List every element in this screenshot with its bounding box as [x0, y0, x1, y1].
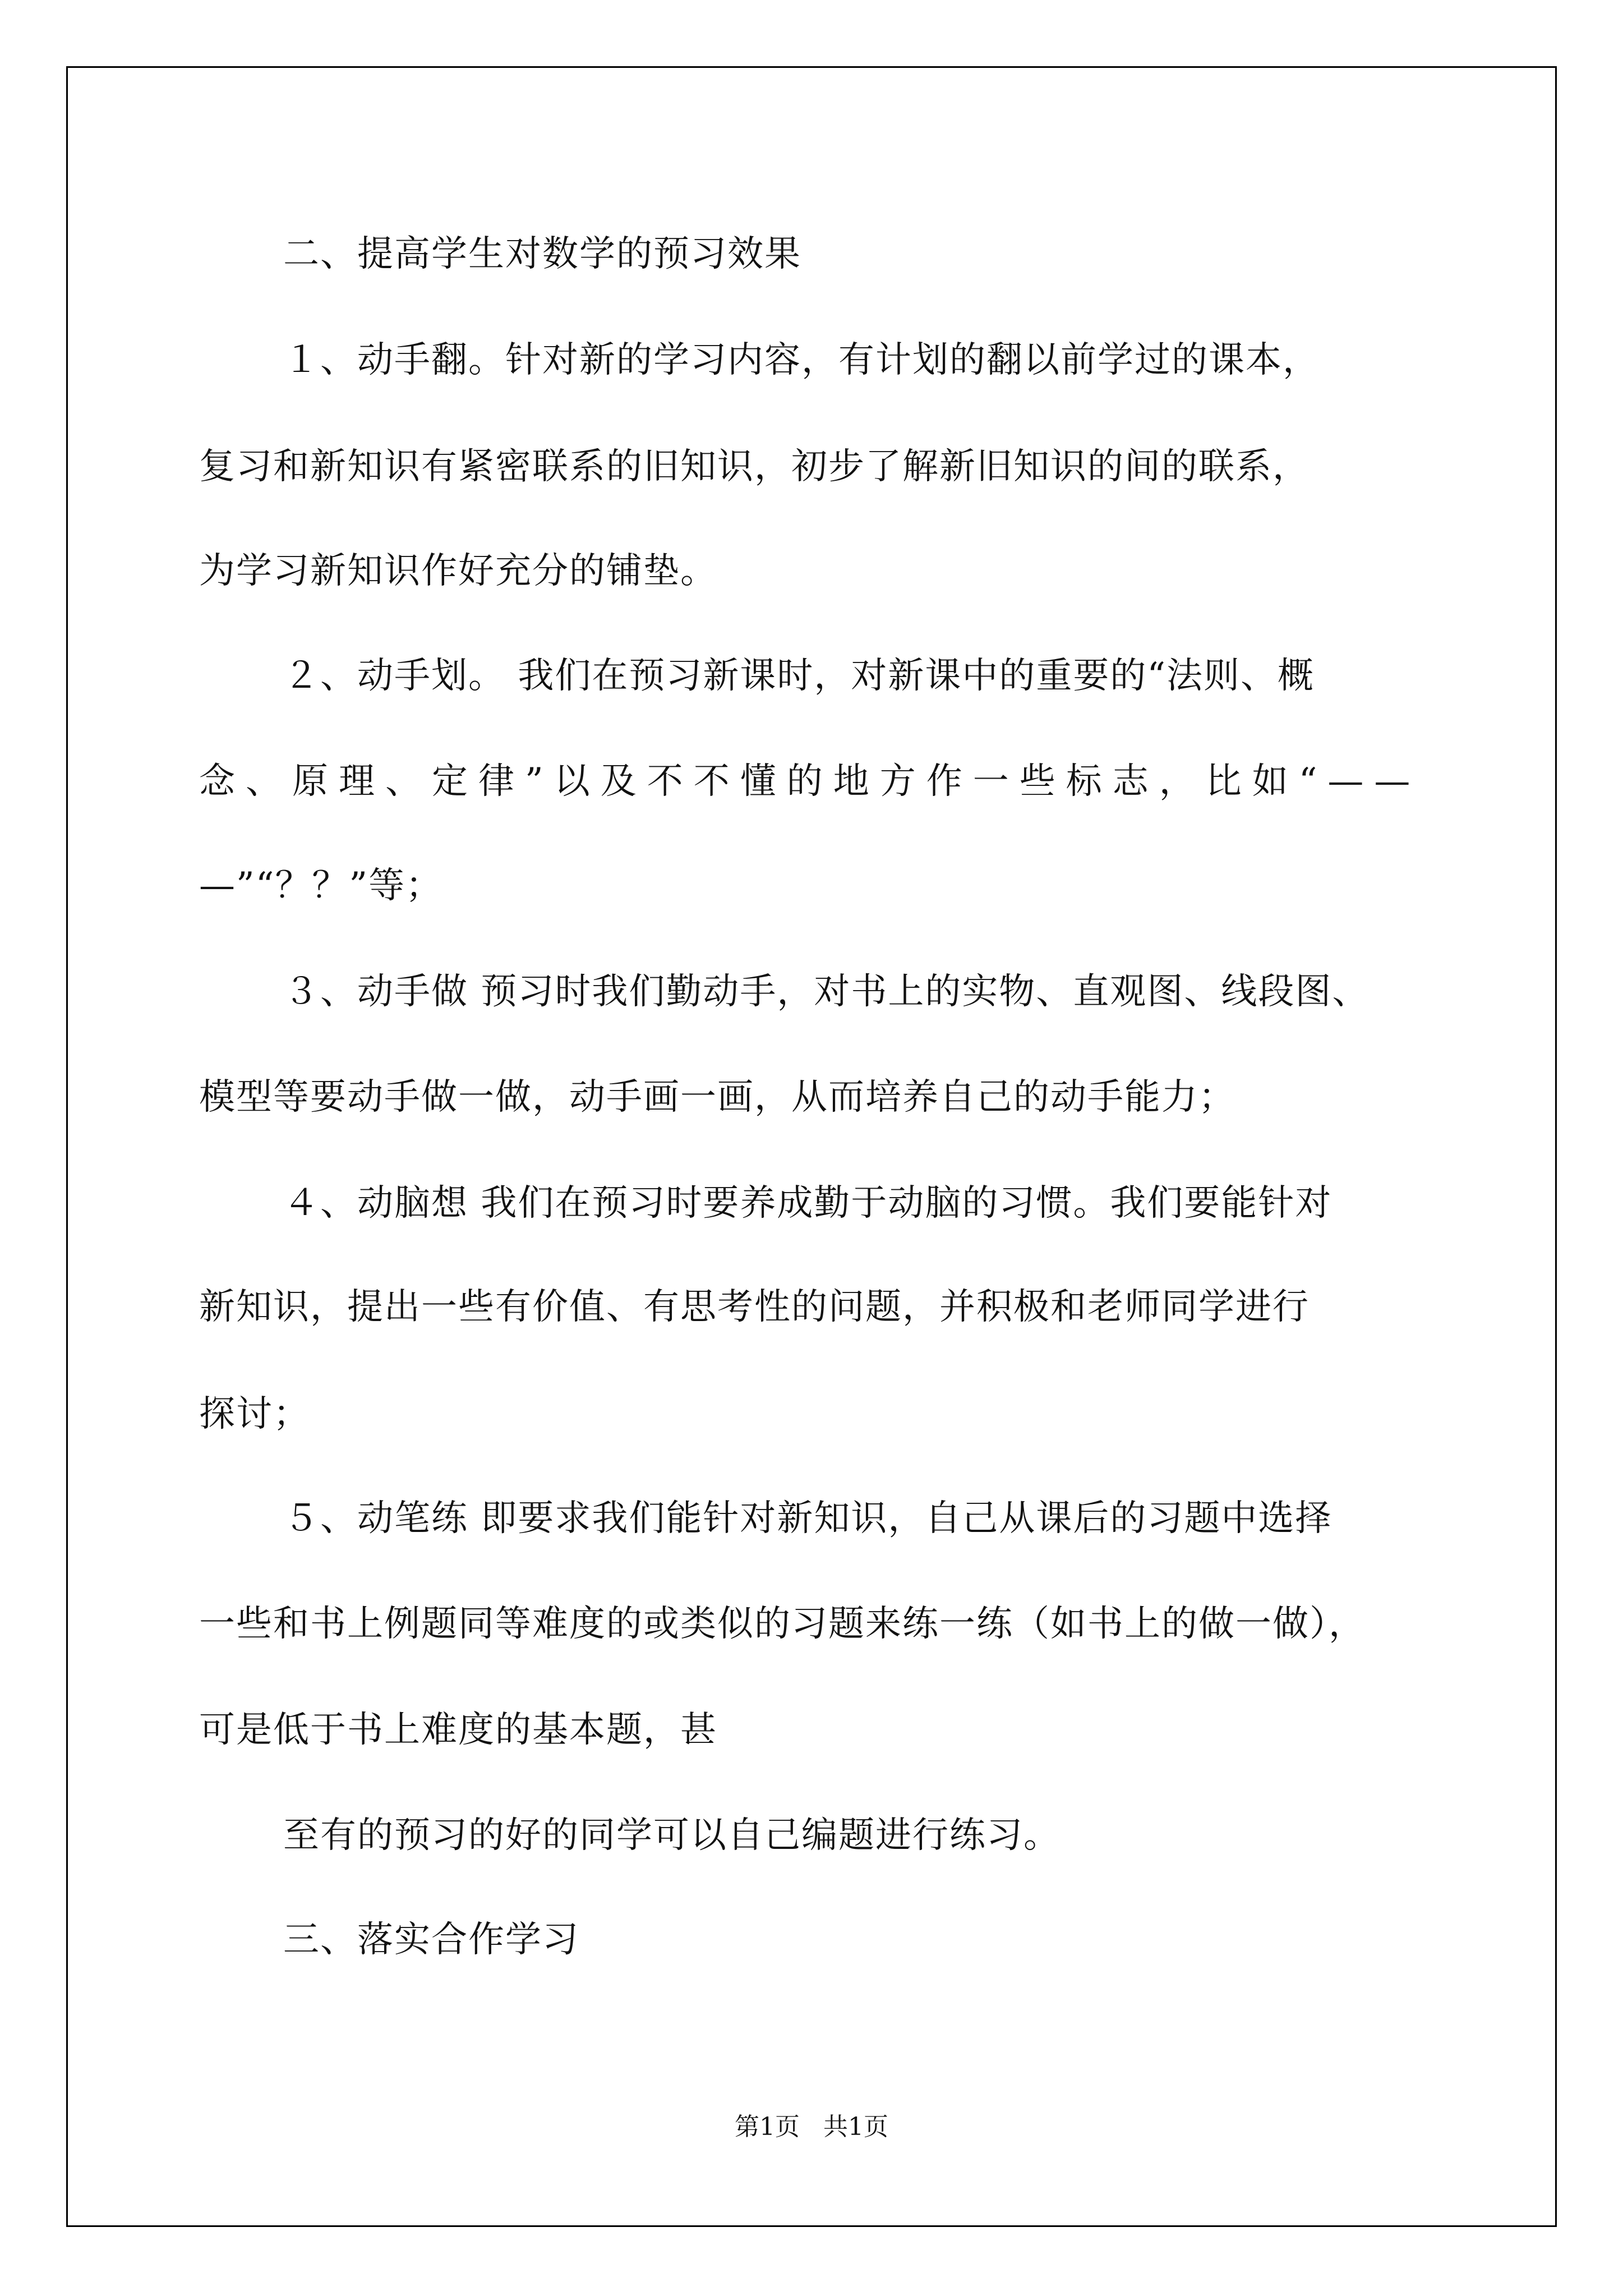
paragraph-line: 新知识，提出一些有价值、有思考性的问题，并积极和老师同学进行: [199, 1286, 1310, 1328]
paragraph-line: 念、原理、定律”以及不不懂的地方作一些标志，比如“——: [199, 761, 1421, 802]
paragraph-line: ２、动手划。 我们在预习新课时，对新课中的重要的“法则、概: [283, 655, 1315, 697]
paragraph-line: 模型等要动手做一做，动手画一画，从而培养自己的动手能力；: [199, 1076, 1235, 1118]
paragraph-line: 复习和新知识有紧密联系的旧知识，初步了解新旧知识的间的联系，: [199, 446, 1310, 487]
section-heading-3: 三、落实合作学习: [283, 1919, 579, 1961]
paragraph-line: 至有的预习的好的同学可以自己编题进行练习。: [283, 1815, 1061, 1856]
page-border: [66, 66, 1557, 2227]
section-heading-2: 二、提高学生对数学的预习效果: [283, 233, 801, 275]
page-number-footer: 第1页 共1页: [735, 2113, 888, 2141]
paragraph-line: 探讨；: [199, 1393, 310, 1435]
paragraph-line: —”“？？”等；: [199, 865, 443, 907]
paragraph-line: ４、动脑想 我们在预习时要养成勤于动脑的习惯。我们要能针对: [283, 1182, 1332, 1224]
paragraph-line: ５、动笔练 即要求我们能针对新知识，自己从课后的习题中选择: [283, 1498, 1332, 1539]
paragraph-line: １、动手翻。针对新的学习内容，有计划的翻以前学过的课本，: [283, 339, 1320, 381]
paragraph-line: 为学习新知识作好充分的铺垫。: [199, 550, 717, 592]
paragraph-line: 一些和书上例题同等难度的或类似的习题来练一练（如书上的做一做），: [199, 1603, 1366, 1645]
paragraph-line: ３、动手做 预习时我们勤动手，对书上的实物、直观图、线段图、: [283, 971, 1370, 1013]
paragraph-line: 可是低于书上难度的基本题，甚: [199, 1709, 717, 1751]
